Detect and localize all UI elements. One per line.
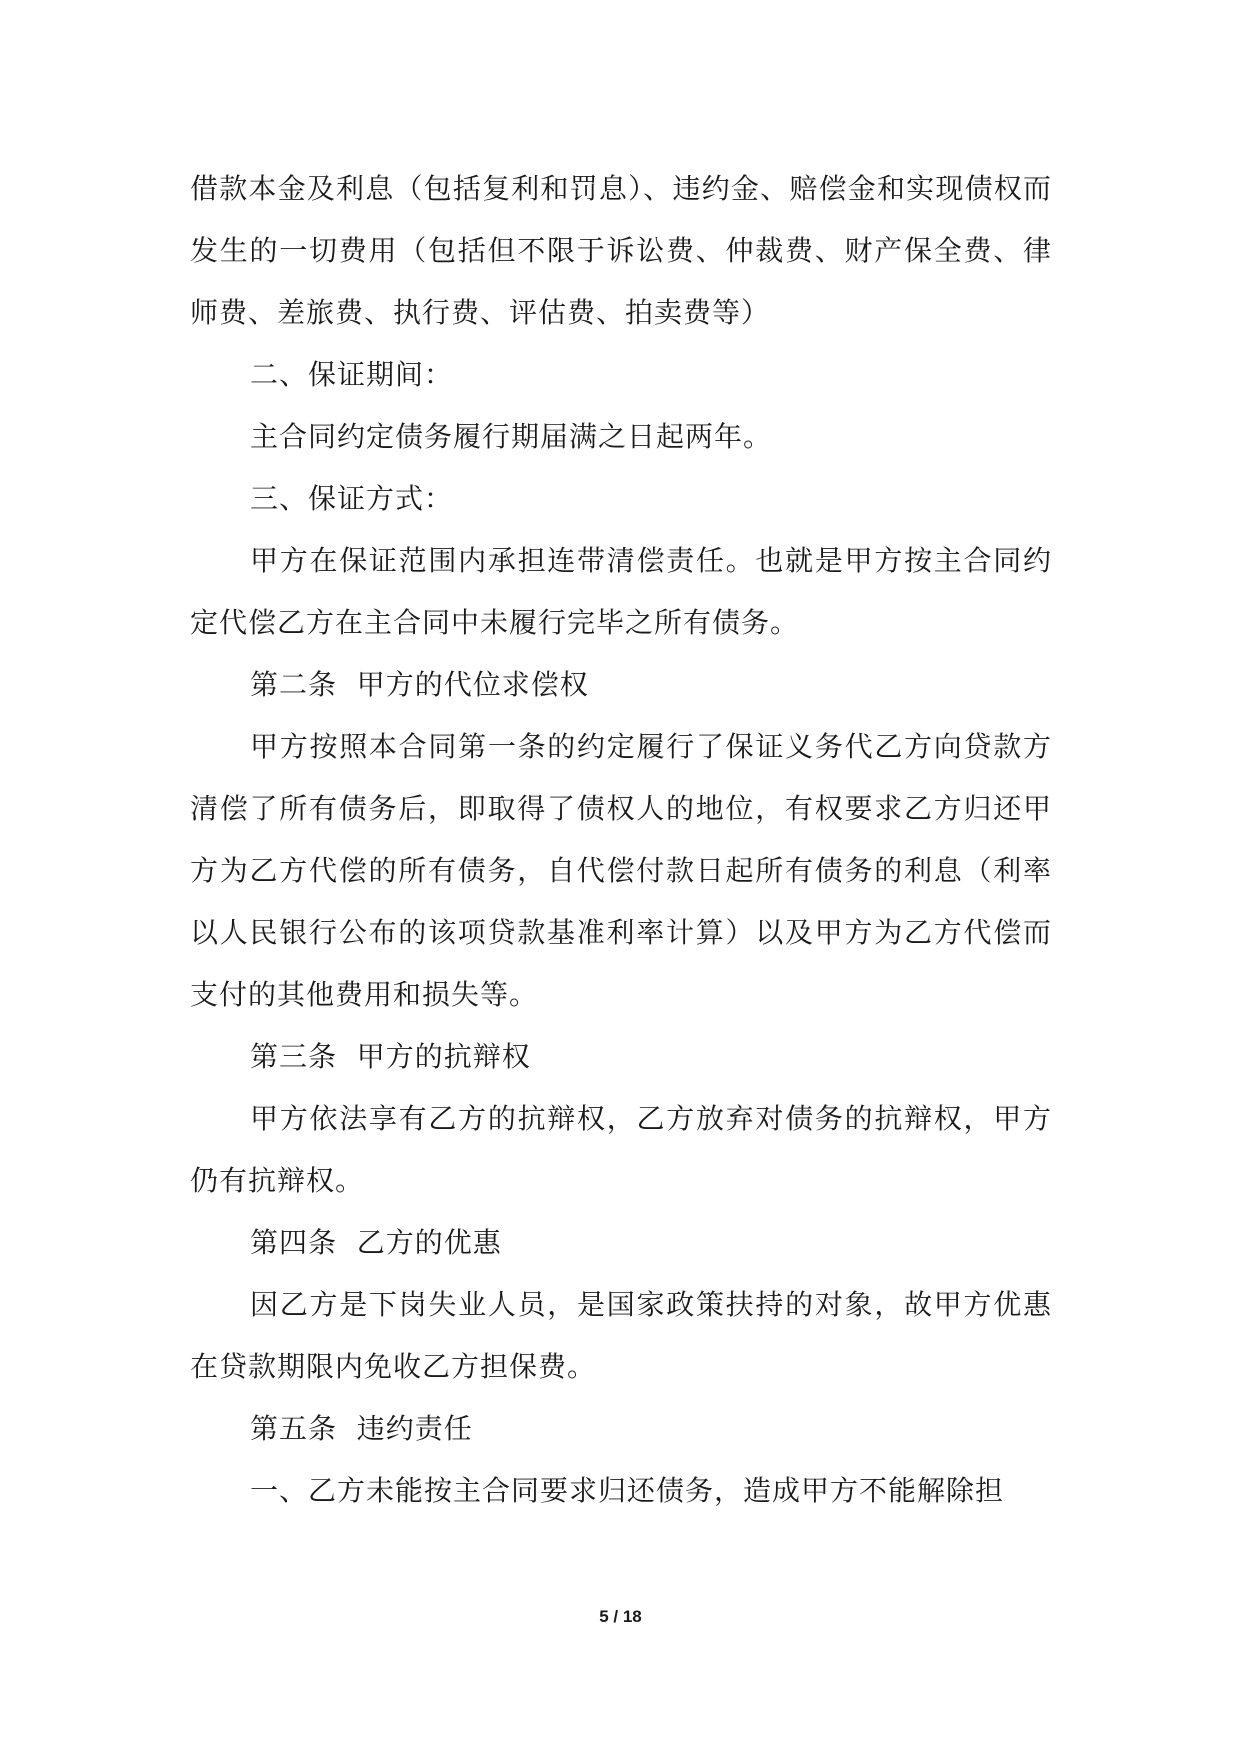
article-heading: 第五条 违约责任 [250,1412,473,1445]
paragraph: 甲方在保证范围内承担连带清偿责任。也就是甲方按主合同约定代偿乙方在主合同中未履行完毕之所有债务。 [190,544,1052,639]
article-heading: 第三条 甲方的抗辩权 [250,1040,531,1073]
document-body [190,158,1052,1522]
paragraph: 一、乙方未能按主合同要求归还债务，造成甲方不能解除担 [250,1474,1005,1507]
paragraph: 甲方依法享有乙方的抗辩权，乙方放弃对债务的抗辩权，甲方仍有抗辩权。 [190,1102,1052,1197]
paragraph: 借款本金及利息（包括复利和罚息）、违约金、赔偿金和实现债权而发生的一切费用（包括但不限于诉讼费、仲裁费、财产保全费、律师费、差旅费、执行费、评估费、拍卖费等） [190,172,1052,329]
section-heading: 三、保证方式： [250,482,454,515]
page-number: 5 / 18 [599,1607,642,1626]
section-heading: 二、保证期间： [250,358,454,391]
paragraph: 主合同约定债务履行期届满之日起两年。 [250,420,773,453]
article-heading: 第四条 乙方的优惠 [250,1226,502,1259]
paragraph: 甲方按照本合同第一条的约定履行了保证义务代乙方向贷款方清偿了所有债务后，即取得了债权人的地位，有权要求乙方归还甲方为乙方代偿的所有债务，自代偿付款日起所有债务的利息（利率以人民银行公布的该项贷款基准利率计算）以及甲方为乙方代偿而支付的其他费用和损失等。 [190,730,1052,1011]
paragraph: 因乙方是下岗失业人员，是国家政策扶持的对象，故甲方优惠在贷款期限内免收乙方担保费。 [190,1288,1052,1383]
article-heading: 第二条 甲方的代位求偿权 [250,668,589,701]
